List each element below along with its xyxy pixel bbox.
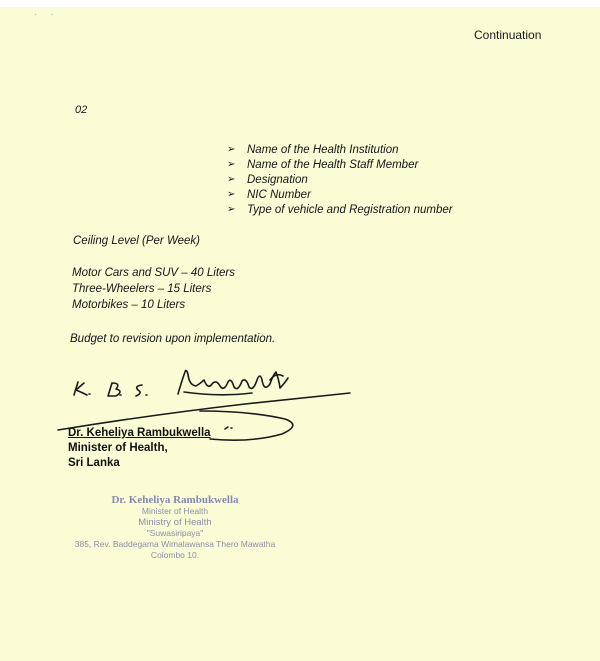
arrow-bullet-icon: ➢ bbox=[227, 204, 236, 215]
stamp-line: "Suwasiripaya" bbox=[146, 528, 204, 538]
ceiling-item: Three-Wheelers – 15 Liters bbox=[72, 283, 212, 295]
official-stamp bbox=[55, 494, 295, 561]
list-item: ➢ NIC Number bbox=[227, 188, 311, 201]
ceiling-item: Motorbikes – 10 Liters bbox=[72, 299, 186, 311]
list-item: ➢ Name of the Health Institution bbox=[227, 143, 399, 156]
list-item: ➢ Designation bbox=[227, 173, 308, 186]
list-item: ➢ Type of vehicle and Registration number bbox=[227, 203, 453, 216]
page-number: 02 bbox=[75, 104, 88, 116]
stamp-line: Minister of Health bbox=[141, 506, 209, 516]
stamp-name: Dr. Keheliya Rambukwella bbox=[111, 494, 239, 506]
list-item: ➢ Name of the Health Staff Member bbox=[227, 158, 419, 171]
arrow-bullet-icon: ➢ bbox=[227, 189, 236, 200]
signee-country: Sri Lanka bbox=[68, 457, 120, 469]
signee-title: Minister of Health, bbox=[68, 442, 168, 454]
stamp-line: 385, Rev. Baddegama Wimalawansa Thero Mawatha bbox=[74, 539, 276, 549]
stamp-line: Colombo 10. bbox=[150, 550, 200, 560]
ceiling-item: Motor Cars and SUV – 40 Liters bbox=[72, 267, 235, 279]
ceiling-heading: Ceiling Level (Per Week) bbox=[73, 235, 200, 247]
arrow-bullet-icon: ➢ bbox=[227, 144, 236, 155]
arrow-bullet-icon: ➢ bbox=[227, 174, 236, 185]
signee-block bbox=[68, 426, 211, 471]
budget-note: Budget to revision upon implementation. bbox=[70, 333, 276, 345]
arrow-bullet-icon: ➢ bbox=[227, 159, 236, 170]
signee-name: Dr. Keheliya Rambukwella bbox=[68, 427, 211, 439]
stamp-line: Ministry of Health bbox=[138, 517, 212, 528]
scan-specks: · · bbox=[34, 10, 60, 19]
continuation-label: Continuation bbox=[474, 28, 542, 42]
